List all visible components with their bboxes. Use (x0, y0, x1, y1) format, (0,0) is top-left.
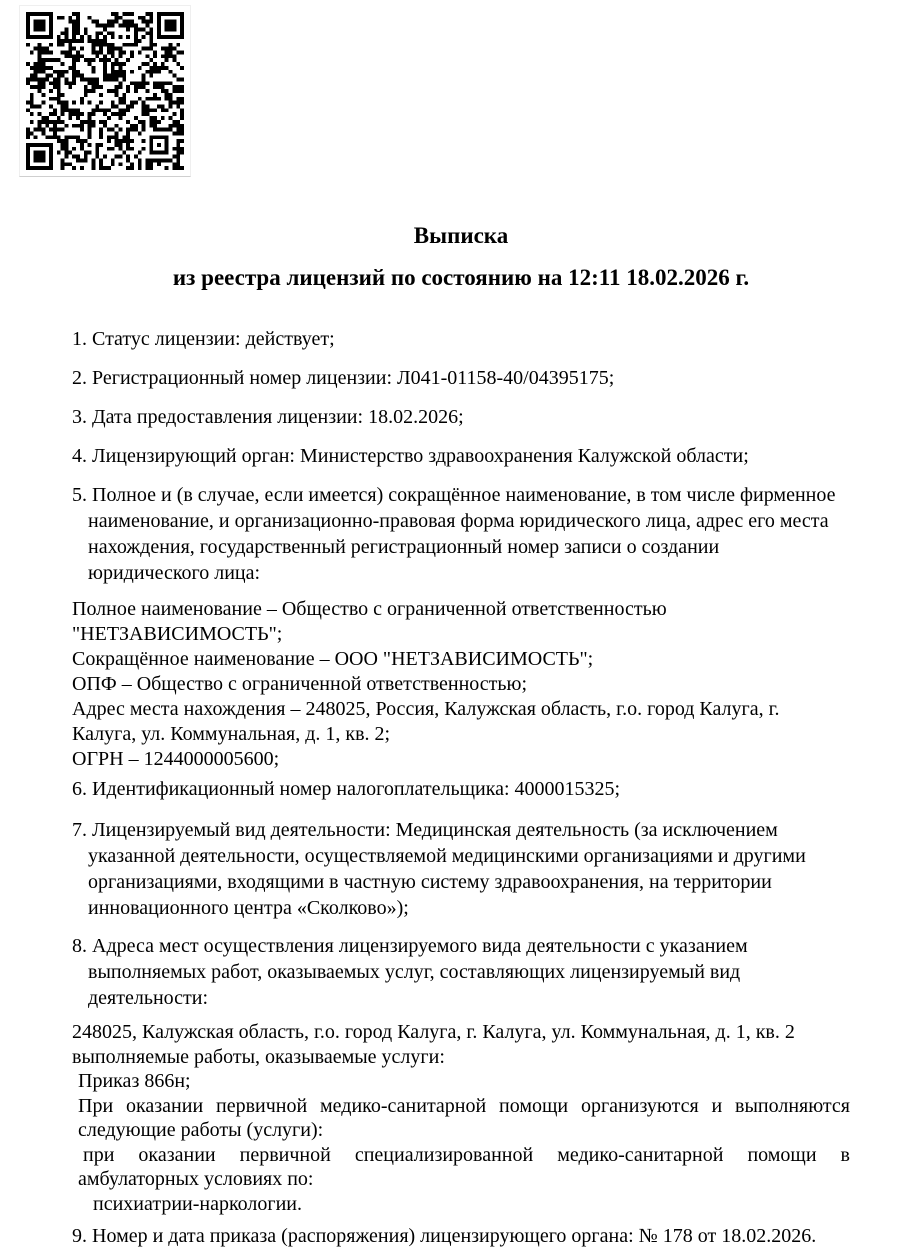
licensed-activity-line2: указанной деятельности, осуществляемой медицинскими организациями и другими (88, 845, 806, 867)
primary-care-works-line2: следующие работы (услуги): (78, 1119, 324, 1141)
org-name-section-line2: наименование, и организационно-правовая форма юридического лица, адрес его места (88, 510, 829, 532)
order-number-date: 9. Номер и дата приказа (распоряжения) лицензирующего органа: № 178 от 18.02.2026. (72, 1225, 817, 1247)
activity-addresses-line1: 8. Адреса мест осуществления лицензируемого вида деятельности с указанием (72, 935, 748, 957)
org-legal-form: ОПФ – Общество с ограниченной ответственностью; (72, 673, 528, 695)
taxpayer-id: 6. Идентификационный номер налогоплательщика: 4000015325; (72, 778, 621, 800)
license-grant-date: 3. Дата предоставления лицензии: 18.02.2026; (72, 406, 464, 428)
org-name-section-line1: 5. Полное и (в случае, если имеется) сокращённое наименование, в том числе фирменное (72, 484, 836, 506)
specialized-care-line2: амбулаторных условиях по: (78, 1168, 314, 1190)
org-full-name-line1: Полное наименование – Общество с ограниченной ответственностью (72, 598, 667, 620)
activity-addresses-section (72, 933, 850, 1011)
org-name-section (72, 482, 850, 586)
licensed-activity-section (72, 817, 850, 921)
primary-care-works-line1: При оказании первичной медико-санитарной помощи организуются и выполняются (78, 1094, 850, 1117)
org-details (72, 597, 850, 772)
org-name-section-line4: юридического лица: (88, 562, 261, 584)
license-registration-number: 2. Регистрационный номер лицензии: Л041-01158-40/04395175; (72, 367, 615, 389)
org-address-line2: Калуга, ул. Коммунальная, д. 1, кв. 2; (72, 723, 391, 745)
org-name-section-line3: нахождения, государственный регистрационный номер записи о создании (88, 536, 720, 558)
license-extract-document (72, 0, 850, 1249)
org-full-name-line2: "НЕТЗАВИСИМОСТЬ"; (72, 623, 283, 645)
document-title: Выписка (413, 223, 509, 248)
licensing-authority: 4. Лицензирующий орган: Министерство здравоохранения Калужской области; (72, 445, 749, 467)
order-866n: Приказ 866н; (78, 1070, 191, 1092)
org-short-name: Сокращённое наименование – ООО "НЕТЗАВИСИМОСТЬ"; (72, 648, 594, 670)
licensed-activity-line3: организациями, входящими в частную систему здравоохранения, на территории (88, 871, 772, 893)
license-status: 1. Статус лицензии: действует; (72, 328, 335, 350)
licensed-activity-line4: инновационного центра «Сколково»); (88, 897, 409, 919)
org-address-line1: Адрес места нахождения – 248025, Россия, Калужская область, г.о. город Калуга, г. (72, 698, 780, 720)
activity-addresses-line2: выполняемых работ, оказываемых услуг, составляющих лицензируемый вид (88, 961, 741, 983)
works-services-label: выполняемые работы, оказываемые услуги: (72, 1045, 445, 1068)
specialized-care-line1: при оказании первичной специализированной медико-санитарной помощи в (83, 1143, 850, 1166)
works-services-section (72, 1020, 850, 1216)
activity-addresses-line3: деятельности: (88, 987, 209, 1009)
psychiatry-narcology: психиатрии-наркологии. (93, 1192, 303, 1215)
org-ogrn: ОГРН – 1244000005600; (72, 748, 280, 770)
activity-address: 248025, Калужская область, г.о. город Калуга, г. Калуга, ул. Коммунальная, д. 1, кв. 2 (72, 1021, 795, 1043)
document-subtitle: из реестра лицензий по состоянию на 12:11 18.02.2026 г. (172, 265, 750, 290)
licensed-activity-line1: 7. Лицензируемый вид деятельности: Медицинская деятельность (за исключением (72, 819, 778, 841)
